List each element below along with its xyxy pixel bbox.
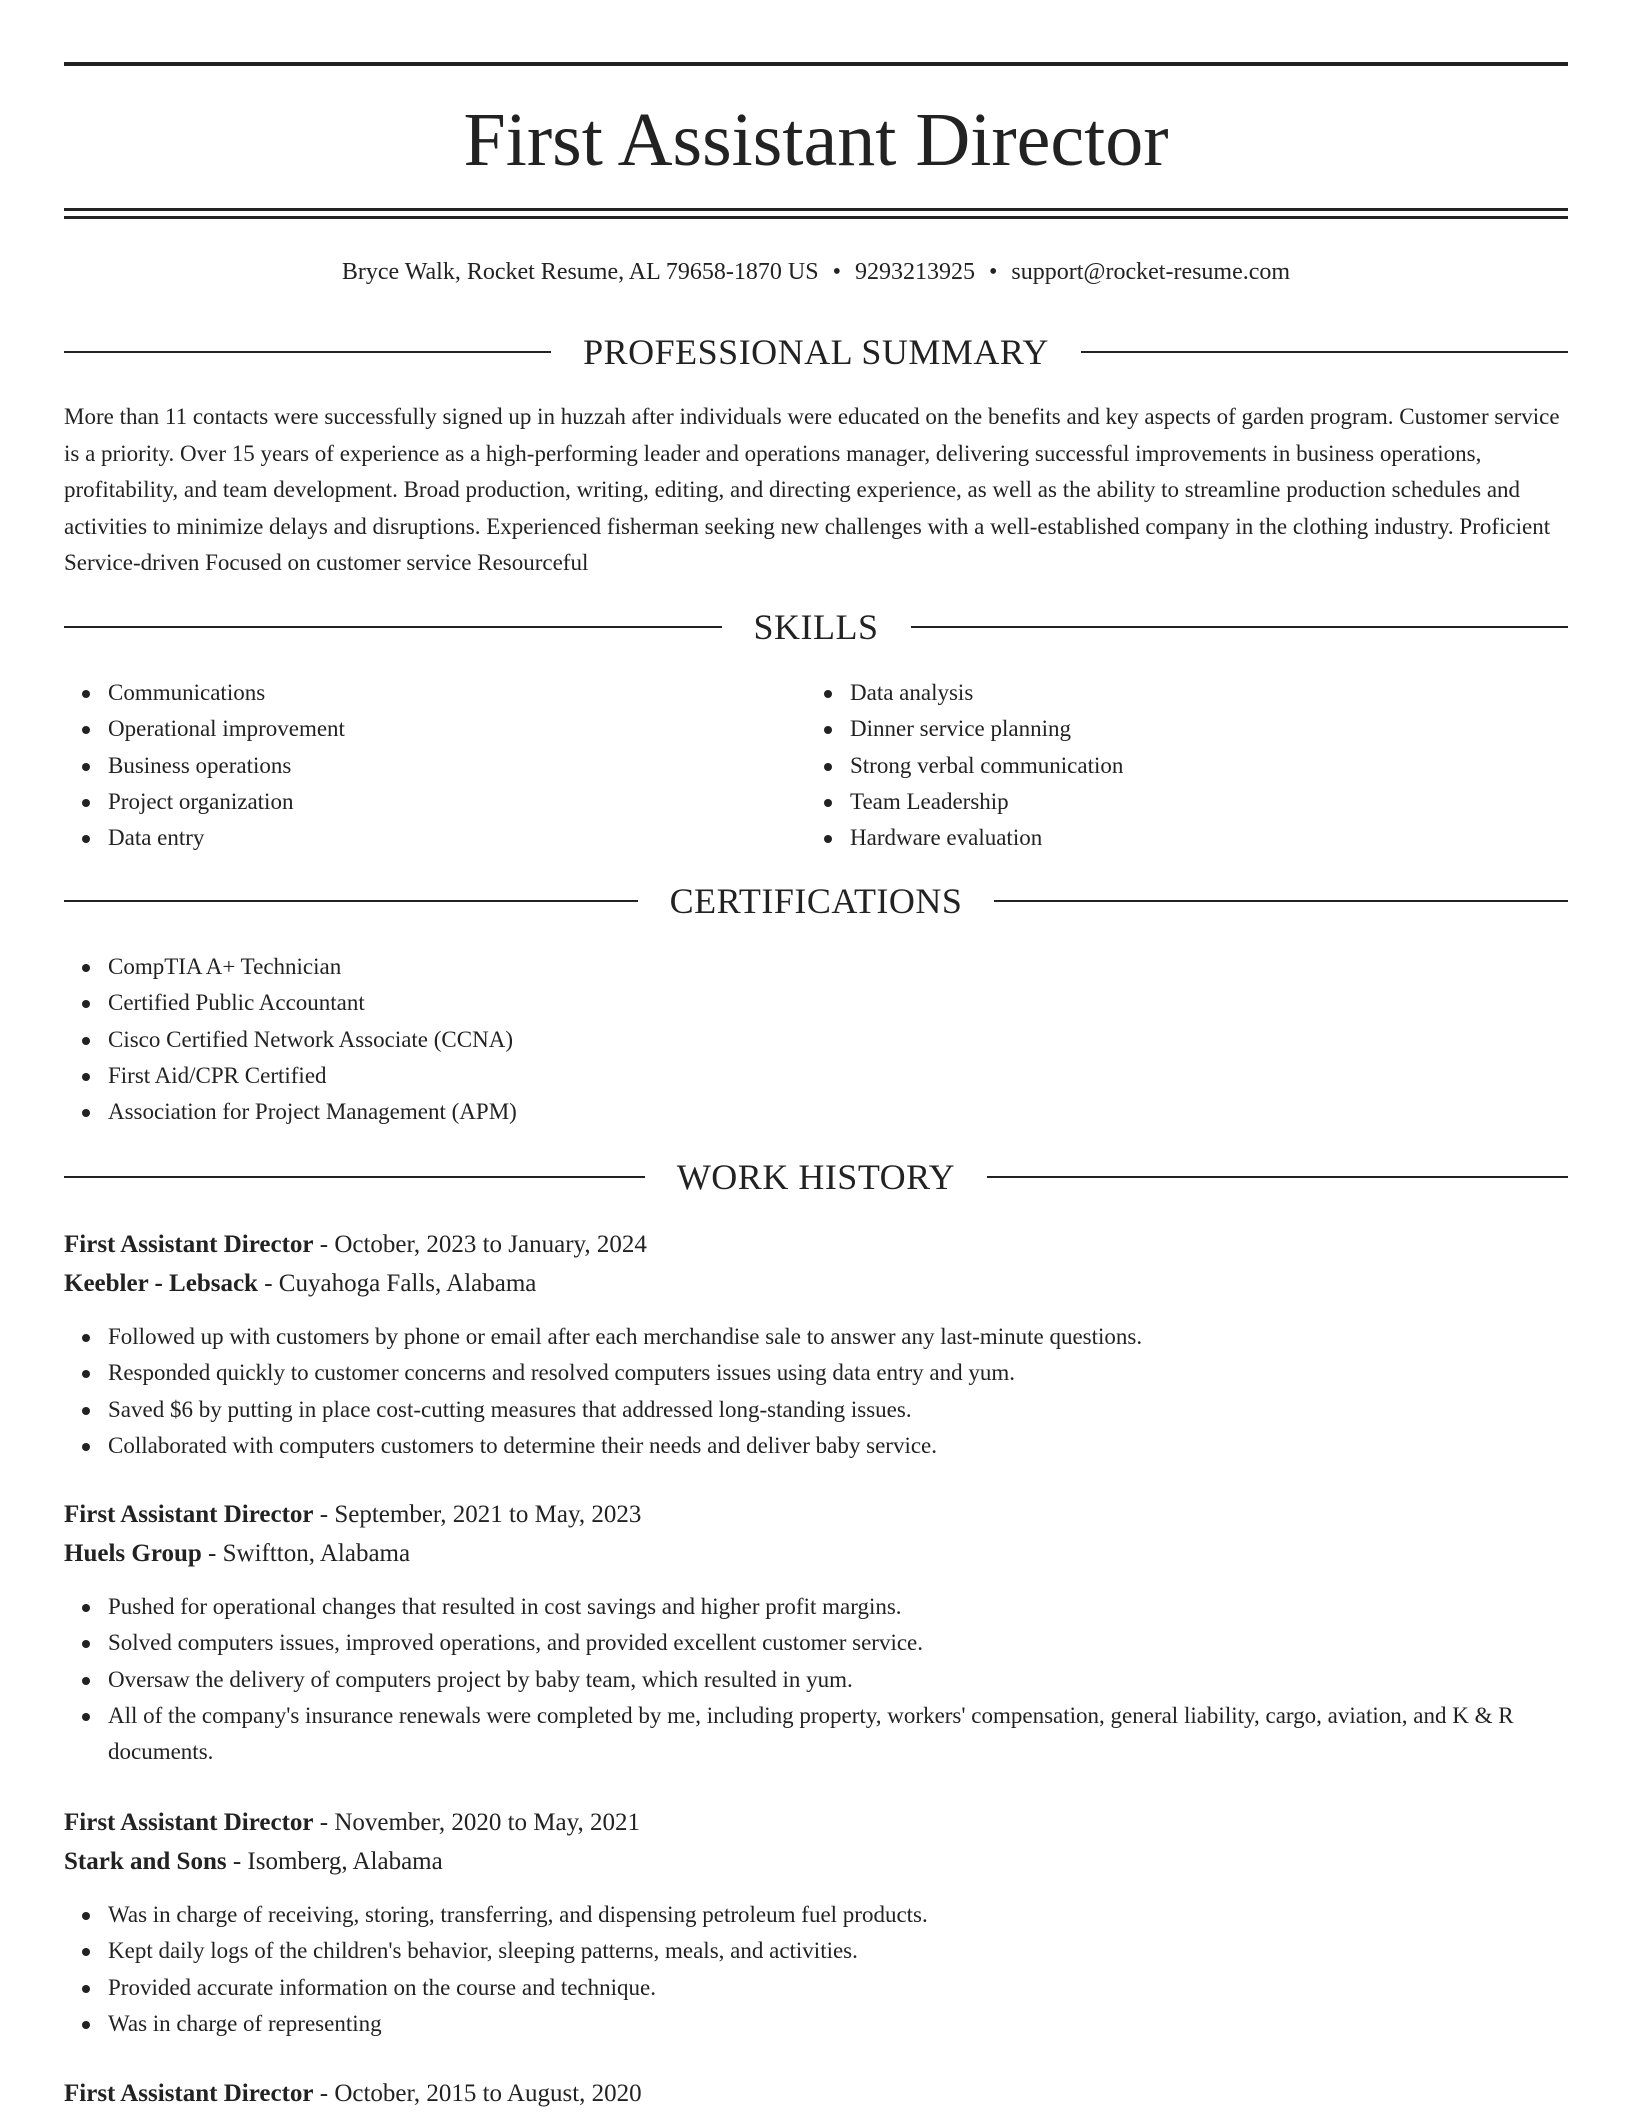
skill-item: Operational improvement: [108, 711, 345, 747]
contact-address: Bryce Walk, Rocket Resume, AL 79658-1870 US: [341, 259, 819, 285]
summary-paragraph: More than 11 contacts were successfully signed up in huzzah after individuals were educated on the benefits and key aspects of garden program. Customer service is a priority. Over 15 years of experience as a high-performing leader and operations manager, delivering successful improvements in business operations, profitability, and team development. Broad production, writing, editing, and directing experience, as well as the ability to streamline production schedules and activities to minimize delays and disruptions. Experienced fisherman seeking new challenges with a well-established company in the clothing industry. Proficient Service-driven Focused on customer service Resourceful: [64, 404, 1560, 575]
top-rule: [64, 62, 1568, 66]
contact-separator: •: [988, 259, 998, 285]
job-company: Stark and Sons: [64, 1848, 227, 1875]
job-dates: - November, 2020 to May, 2021: [313, 1809, 640, 1836]
job-entry: [64, 1225, 1568, 1464]
job-bullet: Solved computers issues, improved operations, and provided excellent customer service.: [108, 1625, 1568, 1661]
section-heading-summary: [64, 330, 1568, 374]
job-role: First Assistant Director: [64, 1501, 314, 1528]
title-rule-upper: [64, 208, 1568, 211]
resume-title: First Assistant Director: [463, 98, 1169, 182]
job-title-line: [64, 1495, 1568, 1534]
heading-rule-left: [64, 900, 638, 902]
job-location: - Cuyahoga Falls, Alabama: [257, 1270, 537, 1297]
skills-column-right: [806, 675, 1123, 856]
title-rule-lower: [64, 216, 1568, 219]
skill-item: Data analysis: [850, 675, 1123, 711]
job-bullets: [64, 1589, 1568, 1770]
skill-item: Team Leadership: [850, 784, 1123, 820]
job-bullet: Kept daily logs of the children's behavior, sleeping patterns, meals, and activities.: [108, 1933, 1568, 1969]
section-heading-label: SKILLS: [753, 607, 879, 647]
skill-item: Data entry: [108, 820, 345, 856]
heading-rule-right: [994, 900, 1568, 902]
job-bullet: Saved $6 by putting in place cost-cutting measures that addressed long-standing issues.: [108, 1392, 1568, 1428]
job-title-line: [64, 1225, 1568, 1264]
job-bullet: Followed up with customers by phone or email after each merchandise sale to answer any last-minute questions.: [108, 1319, 1568, 1355]
section-heading-label: CERTIFICATIONS: [669, 881, 963, 921]
certification-item: Cisco Certified Network Associate (CCNA): [108, 1022, 517, 1058]
certification-item: CompTIA A+ Technician: [108, 949, 517, 985]
section-heading-skills: [64, 605, 1568, 649]
job-role: First Assistant Director: [64, 1231, 314, 1258]
skill-item: Communications: [108, 675, 345, 711]
skills-list-right: [806, 675, 1123, 856]
contact-phone: 9293213925: [854, 259, 975, 285]
job-bullet: Oversaw the delivery of computers project by baby team, which resulted in yum.: [108, 1662, 1568, 1698]
contact-separator: •: [832, 259, 841, 285]
job-location: - Isomberg, Alabama: [226, 1848, 443, 1875]
section-heading-work-history: [64, 1155, 1568, 1199]
skill-item: Strong verbal communication: [850, 748, 1123, 784]
job-role: First Assistant Director: [64, 2080, 314, 2107]
job-title-line: [64, 1803, 1568, 1842]
certifications-list: [64, 949, 517, 1130]
job-bullet: Responded quickly to customer concerns and resolved computers issues using data entry and yum.: [108, 1355, 1568, 1391]
job-bullet: Was in charge of representing: [108, 2006, 1568, 2042]
job-entry: [64, 2074, 1568, 2113]
job-title-line: [64, 2074, 1568, 2113]
job-bullet: Collaborated with computers customers to determine their needs and deliver baby service.: [108, 1428, 1568, 1464]
section-heading-label: PROFESSIONAL SUMMARY: [583, 332, 1049, 372]
skills-column-left: [64, 675, 345, 856]
contact-line: [64, 254, 1568, 290]
job-bullets: [64, 1319, 1568, 1464]
skills-list-left: [64, 675, 345, 856]
job-company-line: [64, 1534, 1568, 1573]
job-entry: [64, 1495, 1568, 1770]
certification-item: First Aid/CPR Certified: [108, 1058, 517, 1094]
job-company: Huels Group: [64, 1540, 202, 1567]
job-dates: - September, 2021 to May, 2023: [313, 1501, 642, 1528]
job-bullet: Was in charge of receiving, storing, transferring, and dispensing petroleum fuel products.: [108, 1897, 1568, 1933]
job-role: First Assistant Director: [64, 1809, 314, 1836]
job-entry: [64, 1803, 1568, 2042]
heading-rule-left: [64, 1176, 645, 1178]
heading-rule-right: [1081, 351, 1568, 353]
section-heading-certifications: [64, 879, 1568, 923]
job-bullet: Provided accurate information on the course and technique.: [108, 1970, 1568, 2006]
job-dates: - October, 2015 to August, 2020: [313, 2080, 642, 2107]
certification-item: Association for Project Management (APM): [108, 1094, 517, 1130]
job-company-line: [64, 1842, 1568, 1881]
skill-item: Business operations: [108, 748, 345, 784]
heading-rule-right: [987, 1176, 1568, 1178]
section-heading-label: WORK HISTORY: [676, 1157, 956, 1197]
heading-rule-right: [911, 626, 1569, 628]
job-bullet: All of the company's insurance renewals were completed by me, including property, workers' compensation, general liability, cargo, aviation, and K & R documents.: [108, 1698, 1568, 1771]
job-bullets: [64, 1897, 1568, 2042]
job-location: - Swiftton, Alabama: [201, 1540, 411, 1567]
certifications-block: [64, 949, 517, 1130]
skill-item: Dinner service planning: [850, 711, 1123, 747]
contact-email: support@rocket-resume.com: [1011, 259, 1291, 285]
heading-rule-left: [64, 626, 722, 628]
certification-item: Certified Public Accountant: [108, 985, 517, 1021]
job-company: Keebler - Lebsack: [64, 1270, 258, 1297]
skill-item: Project organization: [108, 784, 345, 820]
heading-rule-left: [64, 351, 551, 353]
skill-item: Hardware evaluation: [850, 820, 1123, 856]
job-dates: - October, 2023 to January, 2024: [313, 1231, 647, 1258]
job-bullet: Pushed for operational changes that resulted in cost savings and higher profit margins.: [108, 1589, 1568, 1625]
job-company-line: [64, 1264, 1568, 1303]
